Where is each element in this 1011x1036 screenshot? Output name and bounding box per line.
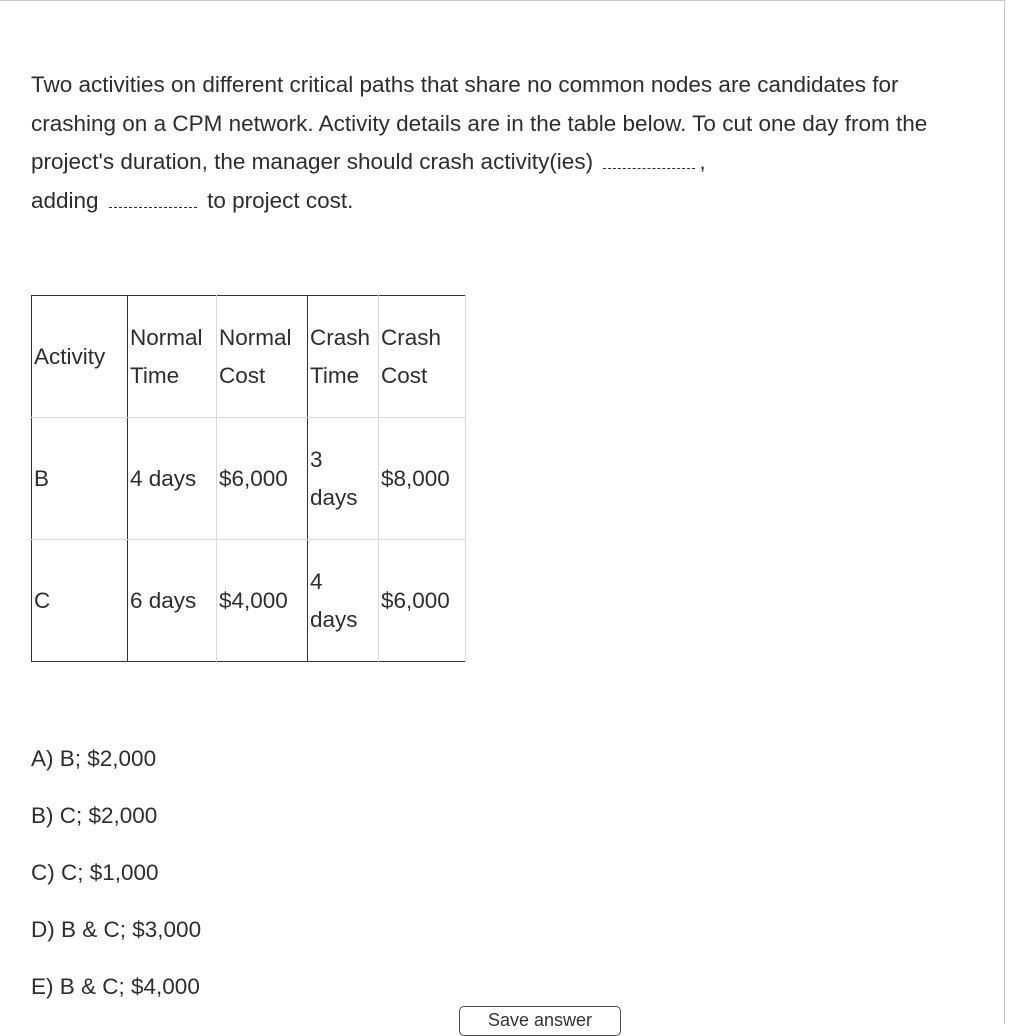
- question-text: [31, 66, 981, 220]
- cell-normal-cost: $6,000: [217, 418, 308, 540]
- cell-crash-time-value: 4: [310, 568, 323, 594]
- header-crash-time: [308, 296, 379, 418]
- header-crash-time-line2: Time: [310, 362, 360, 388]
- header-normal-cost-line2: Cost: [219, 362, 266, 388]
- cell-normal-time: 6 days: [128, 540, 217, 662]
- cell-normal-cost: $4,000: [217, 540, 308, 662]
- cell-crash-time: [308, 540, 379, 662]
- header-normal-time: [128, 296, 217, 418]
- header-normal-cost: [217, 296, 308, 418]
- option-b[interactable]: B) C; $2,000: [31, 803, 158, 828]
- header-normal-cost-line1: Normal: [219, 324, 292, 350]
- question-part-3: adding: [31, 187, 99, 213]
- header-normal-time-line2: Time: [130, 362, 180, 388]
- answer-blank-1: [603, 148, 695, 169]
- table-header-row: [32, 296, 466, 418]
- cell-activity: B: [32, 418, 128, 540]
- cell-crash-time-unit: days: [310, 484, 358, 510]
- question-part-1: Two activities on different critical paths that share no common nodes are candidates for crashing on a CPM network. Activity details are in the table below. To cut one day from the project's duration, the manager should crash activity(ies): [31, 72, 928, 174]
- cell-activity: C: [32, 540, 128, 662]
- header-crash-cost-line2: Cost: [381, 362, 428, 388]
- question-part-4: to project cost.: [207, 187, 354, 213]
- table-row: [32, 418, 466, 540]
- header-crash-time-line1: Crash: [310, 324, 371, 350]
- option-e[interactable]: E) B & C; $4,000: [31, 974, 200, 999]
- header-crash-cost: [379, 296, 466, 418]
- option-c[interactable]: C) C; $1,000: [31, 860, 159, 885]
- activity-table: [31, 295, 466, 662]
- table-row: [32, 540, 466, 662]
- header-activity: [32, 296, 128, 418]
- option-d[interactable]: D) B & C; $3,000: [31, 917, 202, 942]
- header-crash-cost-line1: Crash: [381, 324, 442, 350]
- header-normal-time-line1: Normal: [130, 324, 203, 350]
- cell-crash-time-unit: days: [310, 606, 358, 632]
- cell-crash-time-value: 3: [310, 446, 323, 472]
- save-answer-button[interactable]: Save answer: [459, 1006, 621, 1036]
- header-activity-label: Activity: [34, 343, 106, 369]
- cell-crash-cost: $6,000: [379, 540, 466, 662]
- cell-crash-time: [308, 418, 379, 540]
- answer-options: [31, 740, 201, 1025]
- cell-crash-cost: $8,000: [379, 418, 466, 540]
- option-a[interactable]: A) B; $2,000: [31, 746, 157, 771]
- question-part-2: ,: [699, 149, 706, 174]
- answer-blank-2: [109, 187, 197, 208]
- cell-normal-time: 4 days: [128, 418, 217, 540]
